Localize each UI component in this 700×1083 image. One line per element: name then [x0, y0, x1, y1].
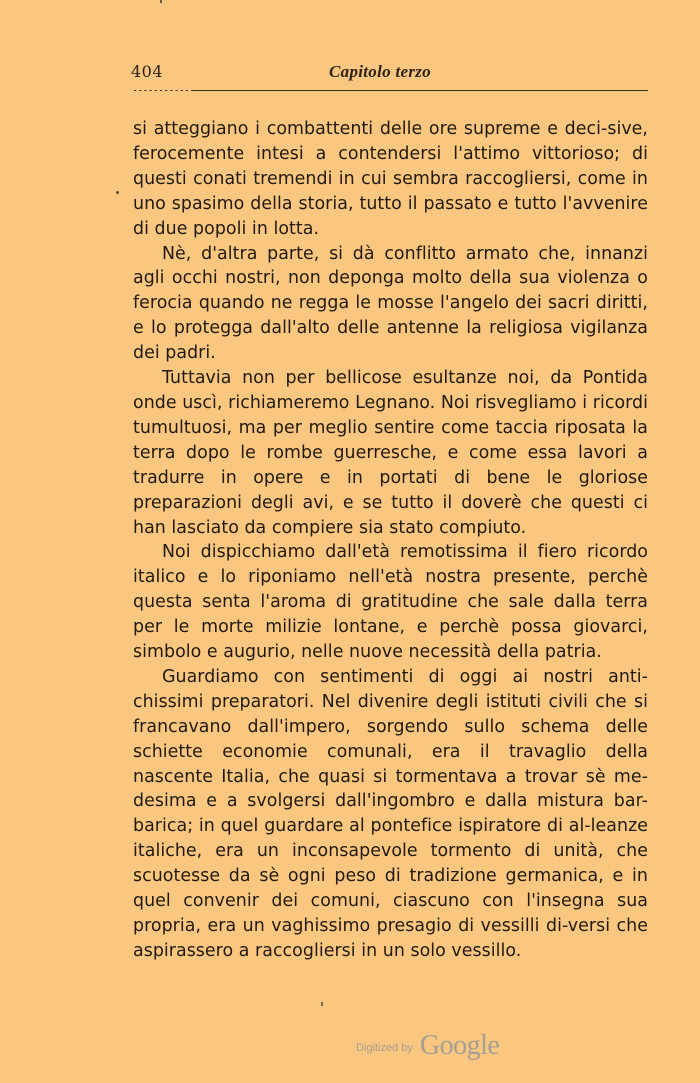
paragraph: Tuttavia non per bellicose esultanze noi, da Pontida onde uscì, richiameremo Legnano. Noi risvegliamo i ricordi tumultuosi, ma per meglio sentire come taccia riposata la terra dopo le rombe guerresche, e come essa lavori a tradurre in opere e in portati di bene le gloriose preparazioni degli avi, e se tutto il doverè che questi ci han lasciato da compiere sia stato compiuto. — [133, 368, 648, 538]
paragraph: si atteggiano i combattenti delle ore supreme e deci-sive, ferocemente intesi a contendersi l'attimo vittorioso; di questi conati tremendi in cui sembra raccogliersi, come in uno spasimo della storia, tutto il passato e tutto l'avvenire di due popoli in lotta. — [133, 119, 648, 239]
page-number: 404 — [131, 62, 164, 81]
print-speck — [160, 0, 162, 3]
print-speck — [321, 1002, 323, 1006]
watermark-prefix: Digitized by — [356, 1042, 413, 1054]
paragraph: Noi dispicchiamo dall'età remotissima il fiero ricordo italico e lo riponiamo nell'età nostra presente, perchè questa senta l'aroma di gratitudine che sale dalla terra per le morte milizie lontane, e perchè possa giovarci, simbolo e augurio, nelle nuove necessità della patria. — [133, 542, 648, 663]
body-text — [133, 117, 648, 964]
header-rule-gap — [131, 90, 191, 91]
header-rule — [131, 90, 648, 91]
running-title: Capitolo terzo — [329, 62, 431, 81]
google-logo: Google — [419, 1030, 500, 1061]
paragraph: Guardiamo con sentimenti di oggi ai nostri anti-chissimi preparatori. Nel divenire degli istituti civili che si francavano dall'impero, sorgendo sullo schema delle schiette economie comunali, era il travaglio della nascente Italia, che quasi si tormentava a trovar sè me-desima e a svolgersi dall'ingombro e dalla mistura bar-barica; in quel guardare al pontefice ispiratore di al-leanze italiche, era un inconsapevole tormento di unità, che scuotesse da sè ogni peso di tradizione germanica, e in quel convenir dei comuni, ciascuno con l'insegna sua propria, era un vaghissimo presagio di vessilli di-versi che aspirassero a raccogliersi in un solo vessillo. — [133, 666, 648, 961]
paragraph: Nè, d'altra parte, si dà conflitto armato che, innanzi agli occhi nostri, non deponga molto della sua violenza o ferocia quando ne regga le mosse l'angelo dei sacri diritti, e lo protegga dall'alto delle antenne la religiosa vigilanza dei padri. — [133, 243, 648, 364]
digitized-watermark — [356, 1030, 499, 1062]
print-speck — [116, 191, 119, 194]
